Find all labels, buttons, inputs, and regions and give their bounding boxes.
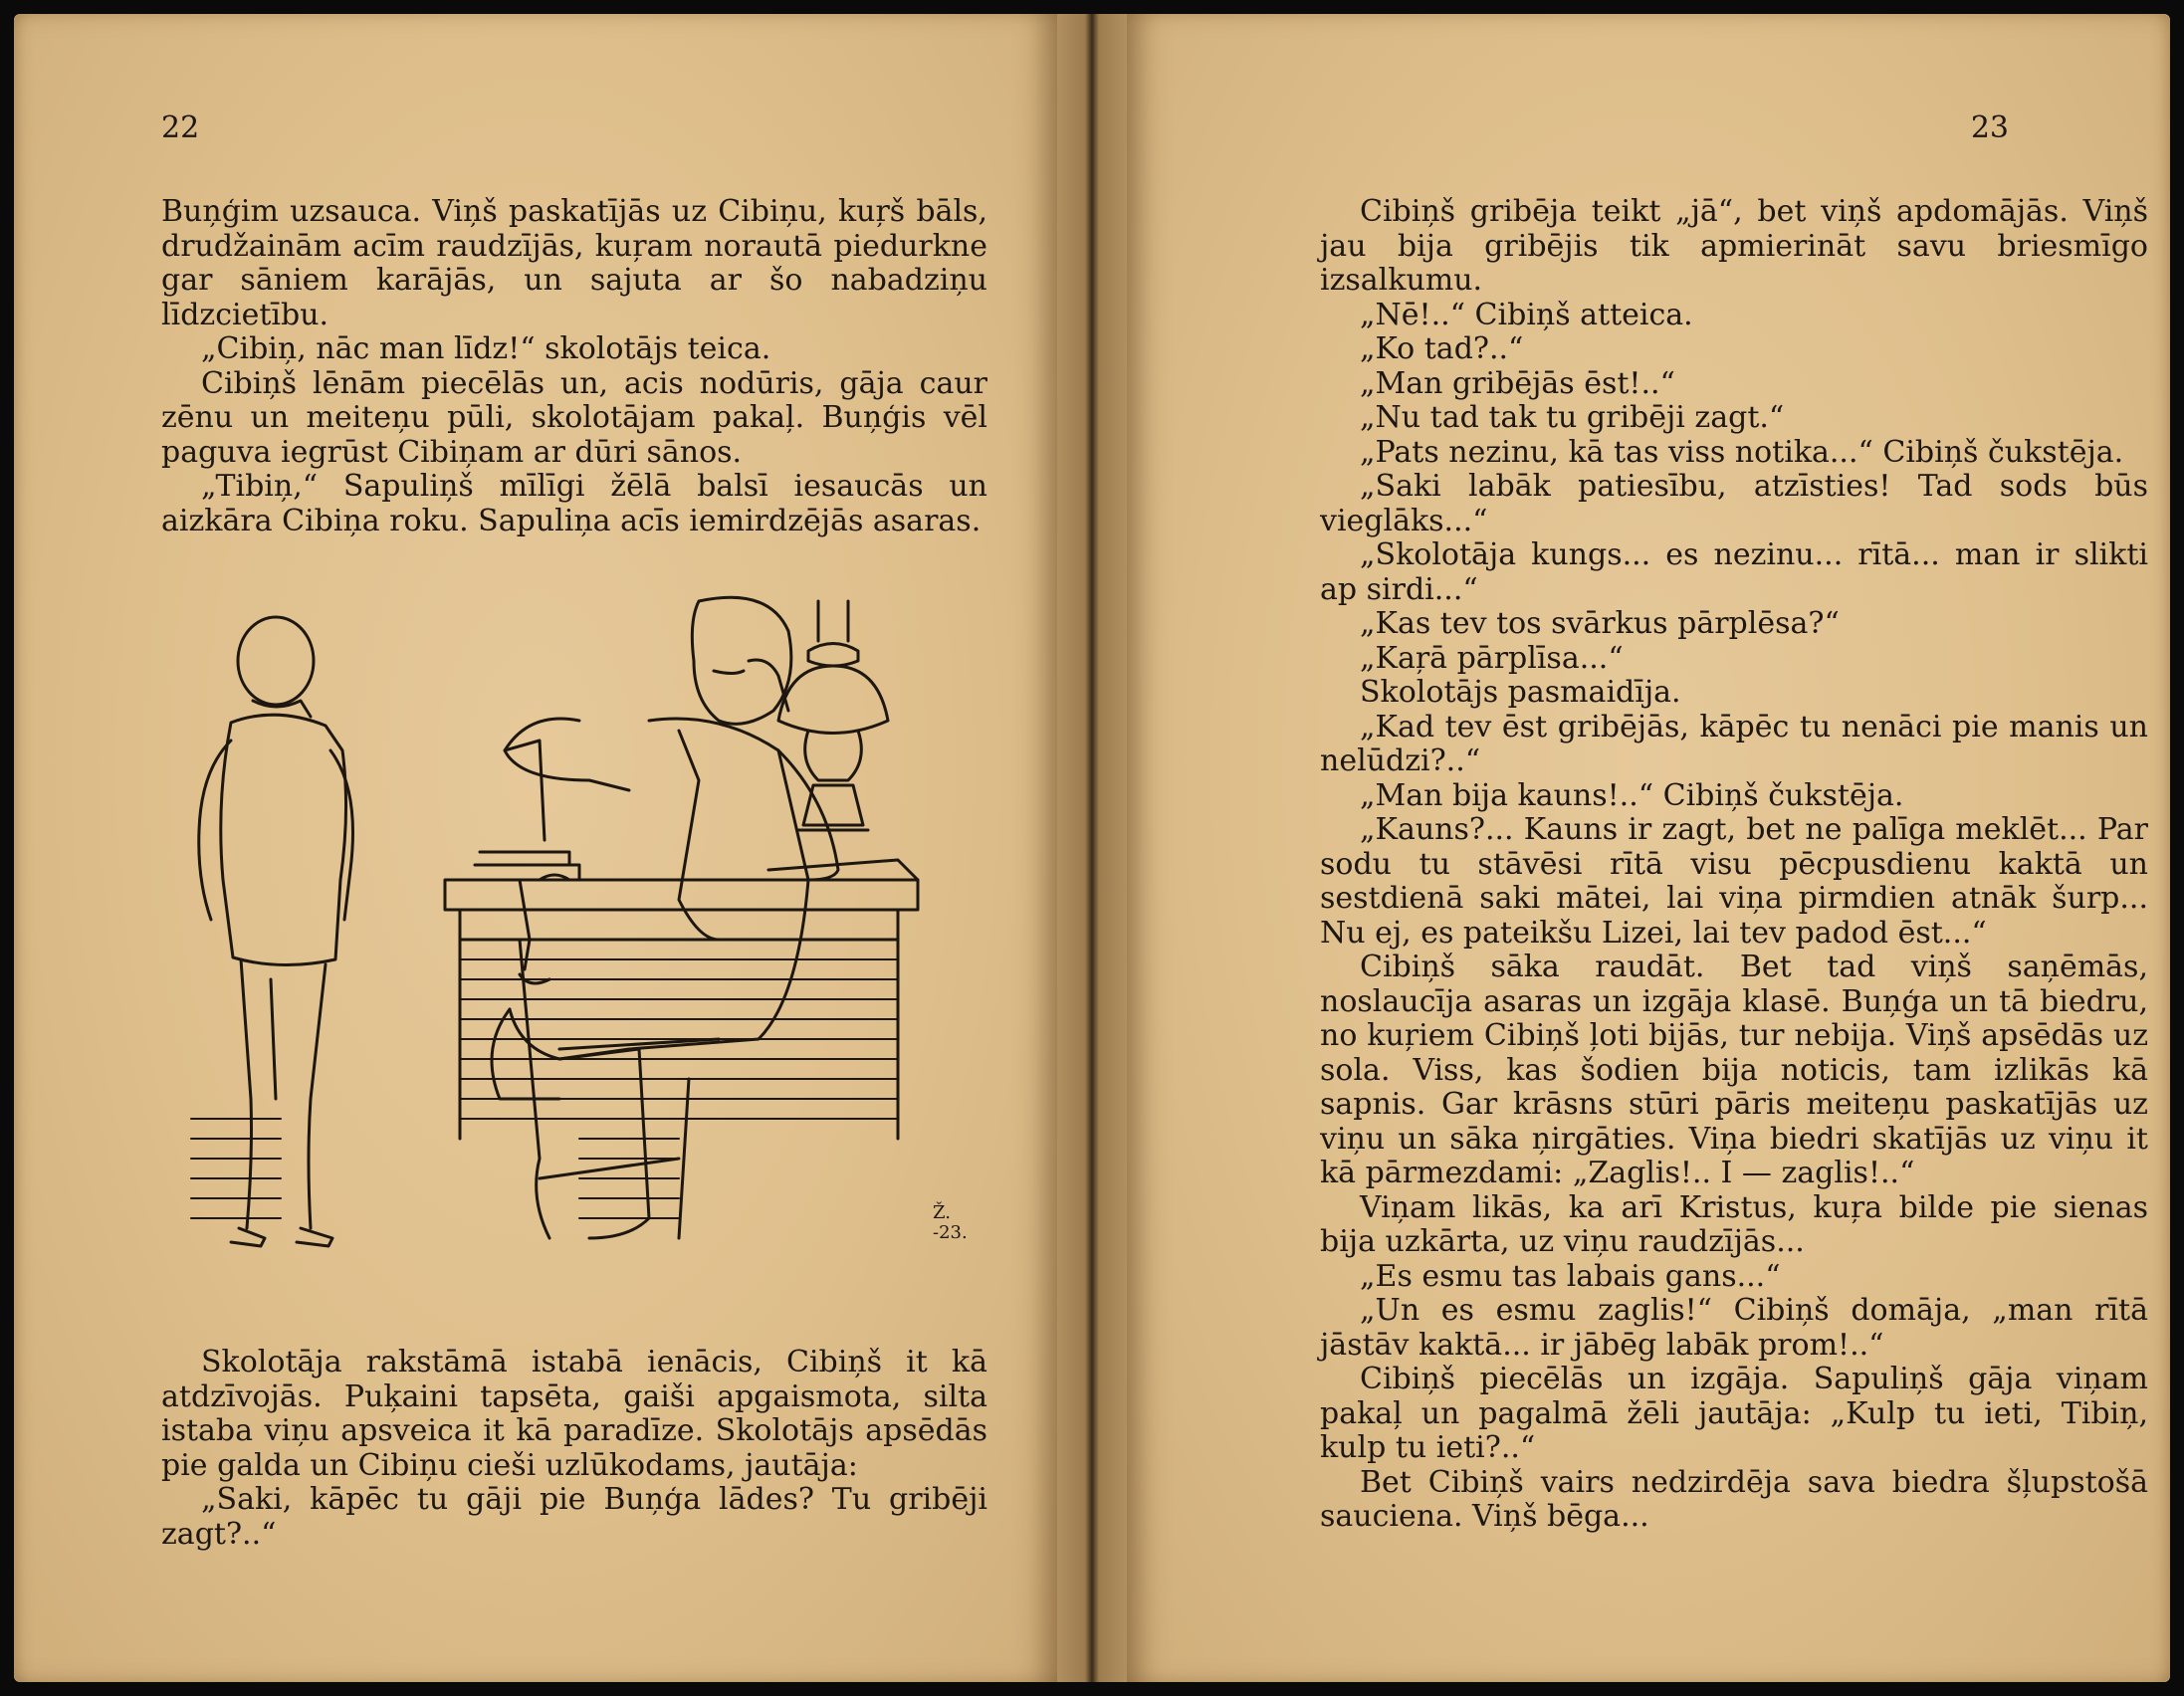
paragraph: „Cibiņ, nāc man līdz!“ skolotājs teica.: [201, 331, 771, 366]
paragraph: „Kad tev ēst gribējās, kāpēc tu nenāci pie manis un nelūdzi?..“: [1320, 709, 2148, 778]
boy-figure: [199, 617, 353, 1246]
paragraph: Viņam likās, ka arī Kristus, kuŗa bilde pie sienas bija uzkārta, uz viņu raudzījās...: [1320, 1189, 2148, 1259]
book-gutter: [1057, 14, 1127, 1682]
paragraph: „Es esmu tas labais gans...“: [1360, 1258, 1781, 1294]
paragraph: „Ko tad?..“: [1360, 331, 1524, 366]
hatching: [191, 959, 898, 1218]
paragraph: Bet Cibiņš vairs nedzirdēja sava biedra šļupstošā sauciena. Viņš bēga...: [1320, 1464, 2148, 1534]
paragraph: Cibiņš gribēja teikt „jā“, bet viņš apdomājās. Viņš jau bija gribējis tik apmierināt savu briesmīgo izsalkumu.: [1320, 194, 2148, 298]
paragraph: Skolotāja rakstāmā istabā ienācis, Cibiņš it kā atdzīvojās. Puķaini tapsēta, gaiši apgaismota, silta istaba viņu apsveica it kā paradīze. Skolotājs apsēdās pie galda un Cibiņu cieši uzlūkodams, jautāja:: [161, 1345, 987, 1483]
left-page: [14, 14, 1057, 1682]
paragraph: „Kas tev tos svārkus pārplēsa?“: [1360, 606, 1840, 641]
paragraph: „Skolotāja kungs... es nezinu... rītā... man ir slikti ap sirdi...“: [1320, 537, 2148, 607]
illustrator-signature: Ž. -23.: [933, 1202, 968, 1243]
desk: [445, 852, 918, 1139]
paragraph: Buņģim uzsauca. Viņš paskatījās uz Cibiņu, kuŗš bāls, drudžainām acīm raudzījās, kuŗam norautā piedurkne gar sāniem karājās, un sajuta ar šo nabadziņu līdzcietību.: [161, 194, 987, 332]
paragraph: Cibiņš sāka raudāt. Bet tad viņš saņēmās, noslaucīja asaras un izgāja klasē. Buņģa un tā biedru, no kuŗiem Cibiņš ļoti bijās, tur nebija. Viņš apsēdās uz sola. Viss, kas šodien bija noticis, tam izlikās kā sapnis. Gar krāsns stūri pāris meiteņu paskatījās uz viņu un sāka ņirgāties. Viņa biedri skatījās uz viņu it kā pārmezdami: „Zaglis!.. I — zaglis!..“: [1320, 950, 2148, 1190]
left-top-text: [161, 195, 987, 538]
paragraph: „Kauns?... Kauns ir zagt, bet ne palīga meklēt... Par sodu tu stāvēsi rītā visu pēcpusdienu kaktā un sestdienā saki mātei, lai viņa pirmdien atnāk šurp... Nu ej, es pateikšu Lizei, lai tev padod ēst...“: [1320, 812, 2148, 951]
right-text: [1320, 195, 2148, 1535]
paragraph: „Saki, kāpēc tu gāji pie Buņģa lādes? Tu gribēji zagt?..“: [161, 1482, 987, 1552]
paragraph: „Saki labāk patiesību, atzīsties! Tad sods būs vieglāks...“: [1320, 469, 2148, 538]
paragraph: „Nu tad tak tu gribēji zagt.“: [1360, 400, 1785, 435]
paragraph: Cibiņš piecēlās un izgāja. Sapuliņš gāja viņam pakaļ un pagalmā žēli jautāja: „Kulp tu ieti, Tibiņ, kulp tu ieti?..“: [1320, 1362, 2148, 1465]
paragraph: „Man bija kauns!..“ Cibiņš čukstēja.: [1360, 777, 1904, 813]
paragraph: „Un es esmu zaglis!“ Cibiņš domāja, „man rītā jāstāv kaktā... ir jābēg labāk prom!..“: [1320, 1293, 2148, 1363]
oil-lamp: [778, 601, 888, 830]
left-bottom-text: [161, 1346, 987, 1552]
book-spread: [14, 14, 2170, 1682]
paragraph: „Kaŗā pārplīsa...“: [1360, 640, 1624, 676]
page-number: 23: [1970, 110, 2009, 145]
right-page: [1127, 14, 2170, 1682]
paragraph: „Tibiņ,“ Sapuliņš mīlīgi žēlā balsī iesaucās un aizkāra Cibiņa roku. Sapuliņa acīs iemirdzējās asaras.: [161, 469, 987, 538]
paragraph: Skolotājs pasmaidīja.: [1360, 675, 1681, 710]
chair: [505, 741, 719, 1238]
paragraph: Cibiņš lēnām piecēlās un, acis nodūris, gāja caur zēnu un meiteņu pūli, skolotājam pakaļ. Buņģis vēl paguva iegrūst Cibiņam ar dūri sānos.: [161, 365, 987, 470]
paragraph: „Pats nezinu, kā tas viss notika...“ Cibiņš čukstēja.: [1360, 434, 2124, 470]
illustration-teacher-and-boy: [161, 581, 1037, 1298]
page-number: 22: [161, 110, 200, 145]
paragraph: „Man gribējās ēst!..“: [1360, 365, 1675, 401]
paragraph: „Nē!..“ Cibiņš atteica.: [1360, 297, 1693, 332]
